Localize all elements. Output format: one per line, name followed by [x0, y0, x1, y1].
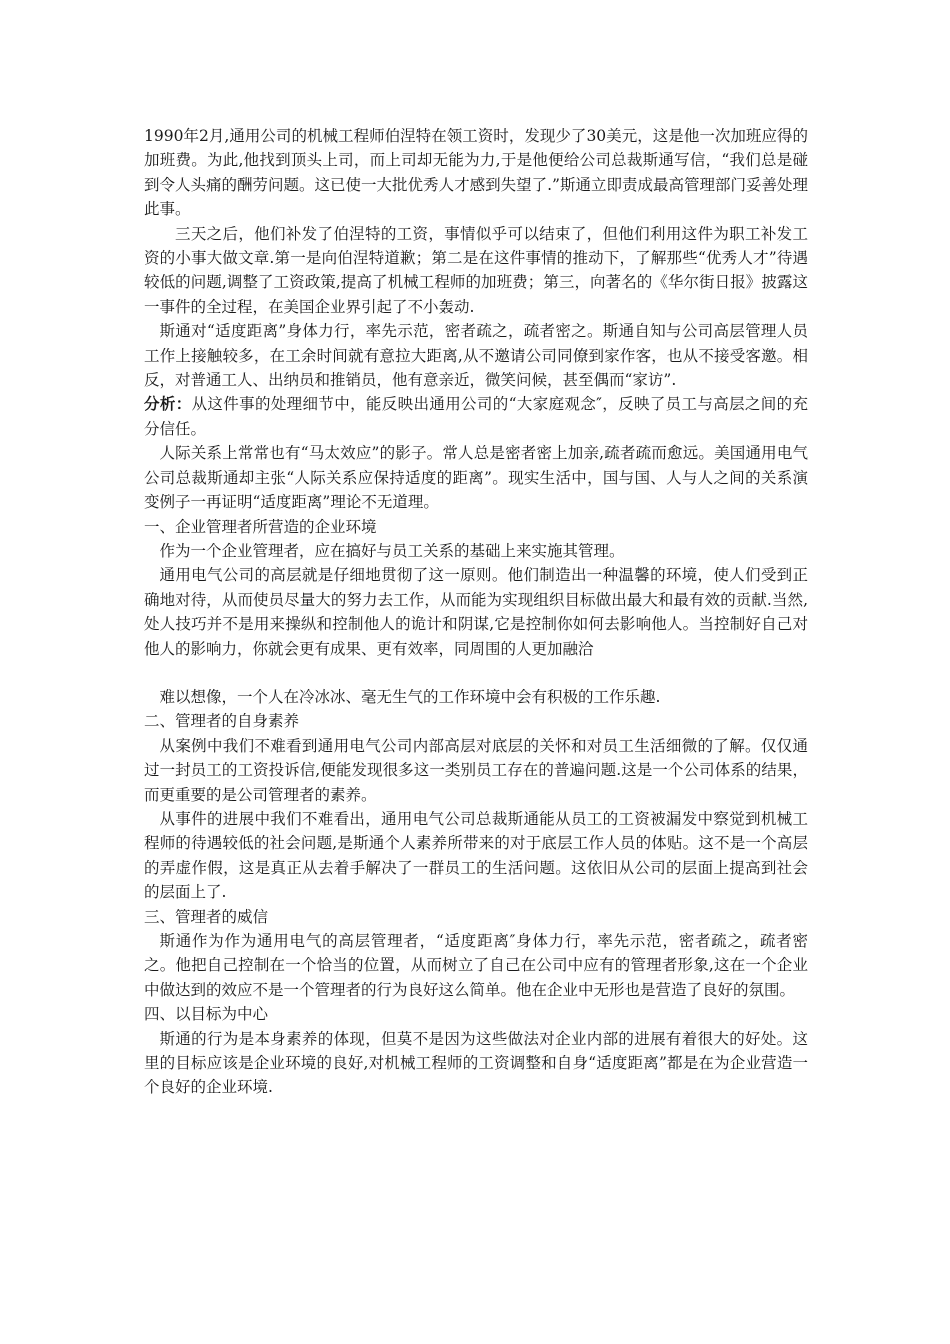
paragraph-10: 斯通作为作为通用电气的高层管理者，“适度距离″身体力行，率先示范，密者疏之，疏者密之。他把自己控制在一个恰当的位置，从而树立了自己在公司中应有的管理者形象,这在一个企业中做达到的效应不是一个管理者的行为良好这么简单。他在企业中无形也是营造了良好的氛围。: [144, 932, 808, 999]
paragraph-4: 人际关系上常常也有“马太效应”的影子。常人总是密者密上加亲,疏者疏而愈远。美国通用电气公司总裁斯通却主张“人际关系应保持适度的距离”。现实生活中，国与国、人与人之间的关系演变例子一再证明“适度距离”理论不无道理。: [144, 444, 808, 512]
section-heading-3: 三、管理者的威信: [144, 907, 269, 926]
paragraph-2: 三天之后，他们补发了伯涅特的工资，事情似乎可以结束了，但他们利用这件为职工补发工资的小事大做文章.第一是向伯涅特道歉；第二是在这件事情的推动下，了解那些“优秀人才”待遇较低的问题,调整了工资政策,提高了机械工程师的加班费；第三，向著名的《华尔街日报》披露这一事件的全过程，在美国企业界引起了不小轰动.: [144, 224, 808, 316]
paragraph-11: 斯通的行为是本身素养的体现，但莫不是因为这些做法对企业内部的进展有着很大的好处。这里的目标应该是企业环境的良好,对机械工程师的工资调整和自身“适度距离”都是在为企业营造一个良好的企业环境.: [144, 1029, 808, 1097]
blank-line: [144, 661, 808, 685]
analysis-paragraph: [144, 392, 808, 441]
section-heading-1: 一、企业管理者所营造的企业环境: [144, 517, 377, 536]
section-heading-2: 二、管理者的自身素养: [144, 712, 300, 731]
paragraph-7: 难以想像，一个人在冷冰冰、毫无生气的工作环境中会有积极的工作乐趣.: [159, 687, 661, 706]
document-page: [144, 124, 808, 1100]
analysis-text: 从这件事的处理细节中，能反映出通用公司的“大家庭观念″，反映了员工与高层之间的充分信任。: [144, 395, 808, 438]
paragraph-9: 从事件的进展中我们不难看出，通用电气公司总裁斯通能从员工的工资被漏发中察觉到机械工程师的待遇较低的社会问题,是斯通个人素养所带来的对于底层工作人员的体贴。这不是一个高层的弄虚作假，这是真正从去着手解决了一群员工的生活问题。这依旧从公司的层面上提高到社会的层面上了.: [144, 809, 808, 902]
paragraph-8: 从案例中我们不难看到通用电气公司内部高层对底层的关怀和对员工生活细微的了解。仅仅通过一封员工的工资投诉信,便能发现很多这一类别员工存在的普遍问题.这是一个公司体系的结果，而更重要的是公司管理者的素养。: [144, 736, 808, 804]
section-heading-4: 四、以目标为中心: [144, 1005, 269, 1024]
paragraph-3: 斯通对“适度距离”身体力行，率先示范，密者疏之，疏者密之。斯通自知与公司高层管理人员工作上接触较多，在工余时间就有意拉大距离,从不邀请公司同僚到家作客，也从不接受客邀。相反，对普通工人、出纳员和推销员，他有意亲近，微笑问候，甚至偶而“家访”.: [144, 322, 808, 390]
paragraph-5: 作为一个企业管理者，应在搞好与员工关系的基础上来实施其管理。: [159, 541, 625, 560]
paragraph-6: 通用电气公司的高层就是仔细地贯彻了这一原则。他们制造出一种温馨的环境，使人们受到正确地对待，从而使员尽量大的努力去工作，从而能为实现组织目标做出最大和最有效的贡献.当然,处人技巧并不是用来操纵和控制他人的诡计和阴谋,它是控制你如何去影响他人。当控制好自己对他人的影响力，你就会更有成果、更有效率，同周围的人更加融洽: [144, 566, 808, 658]
paragraph-1: 1990年2月,通用公司的机械工程师伯涅特在领工资时，发现少了30美元，这是他一次加班应得的加班费。为此,他找到顶头上司，而上司却无能为力,于是他便给公司总裁斯通写信，“我们总是碰到令人头痛的酬劳问题。这已使一大批优秀人才感到失望了.”斯通立即责成最高管理部门妥善处理此事。: [144, 127, 808, 219]
analysis-label: 分析：: [144, 394, 192, 414]
